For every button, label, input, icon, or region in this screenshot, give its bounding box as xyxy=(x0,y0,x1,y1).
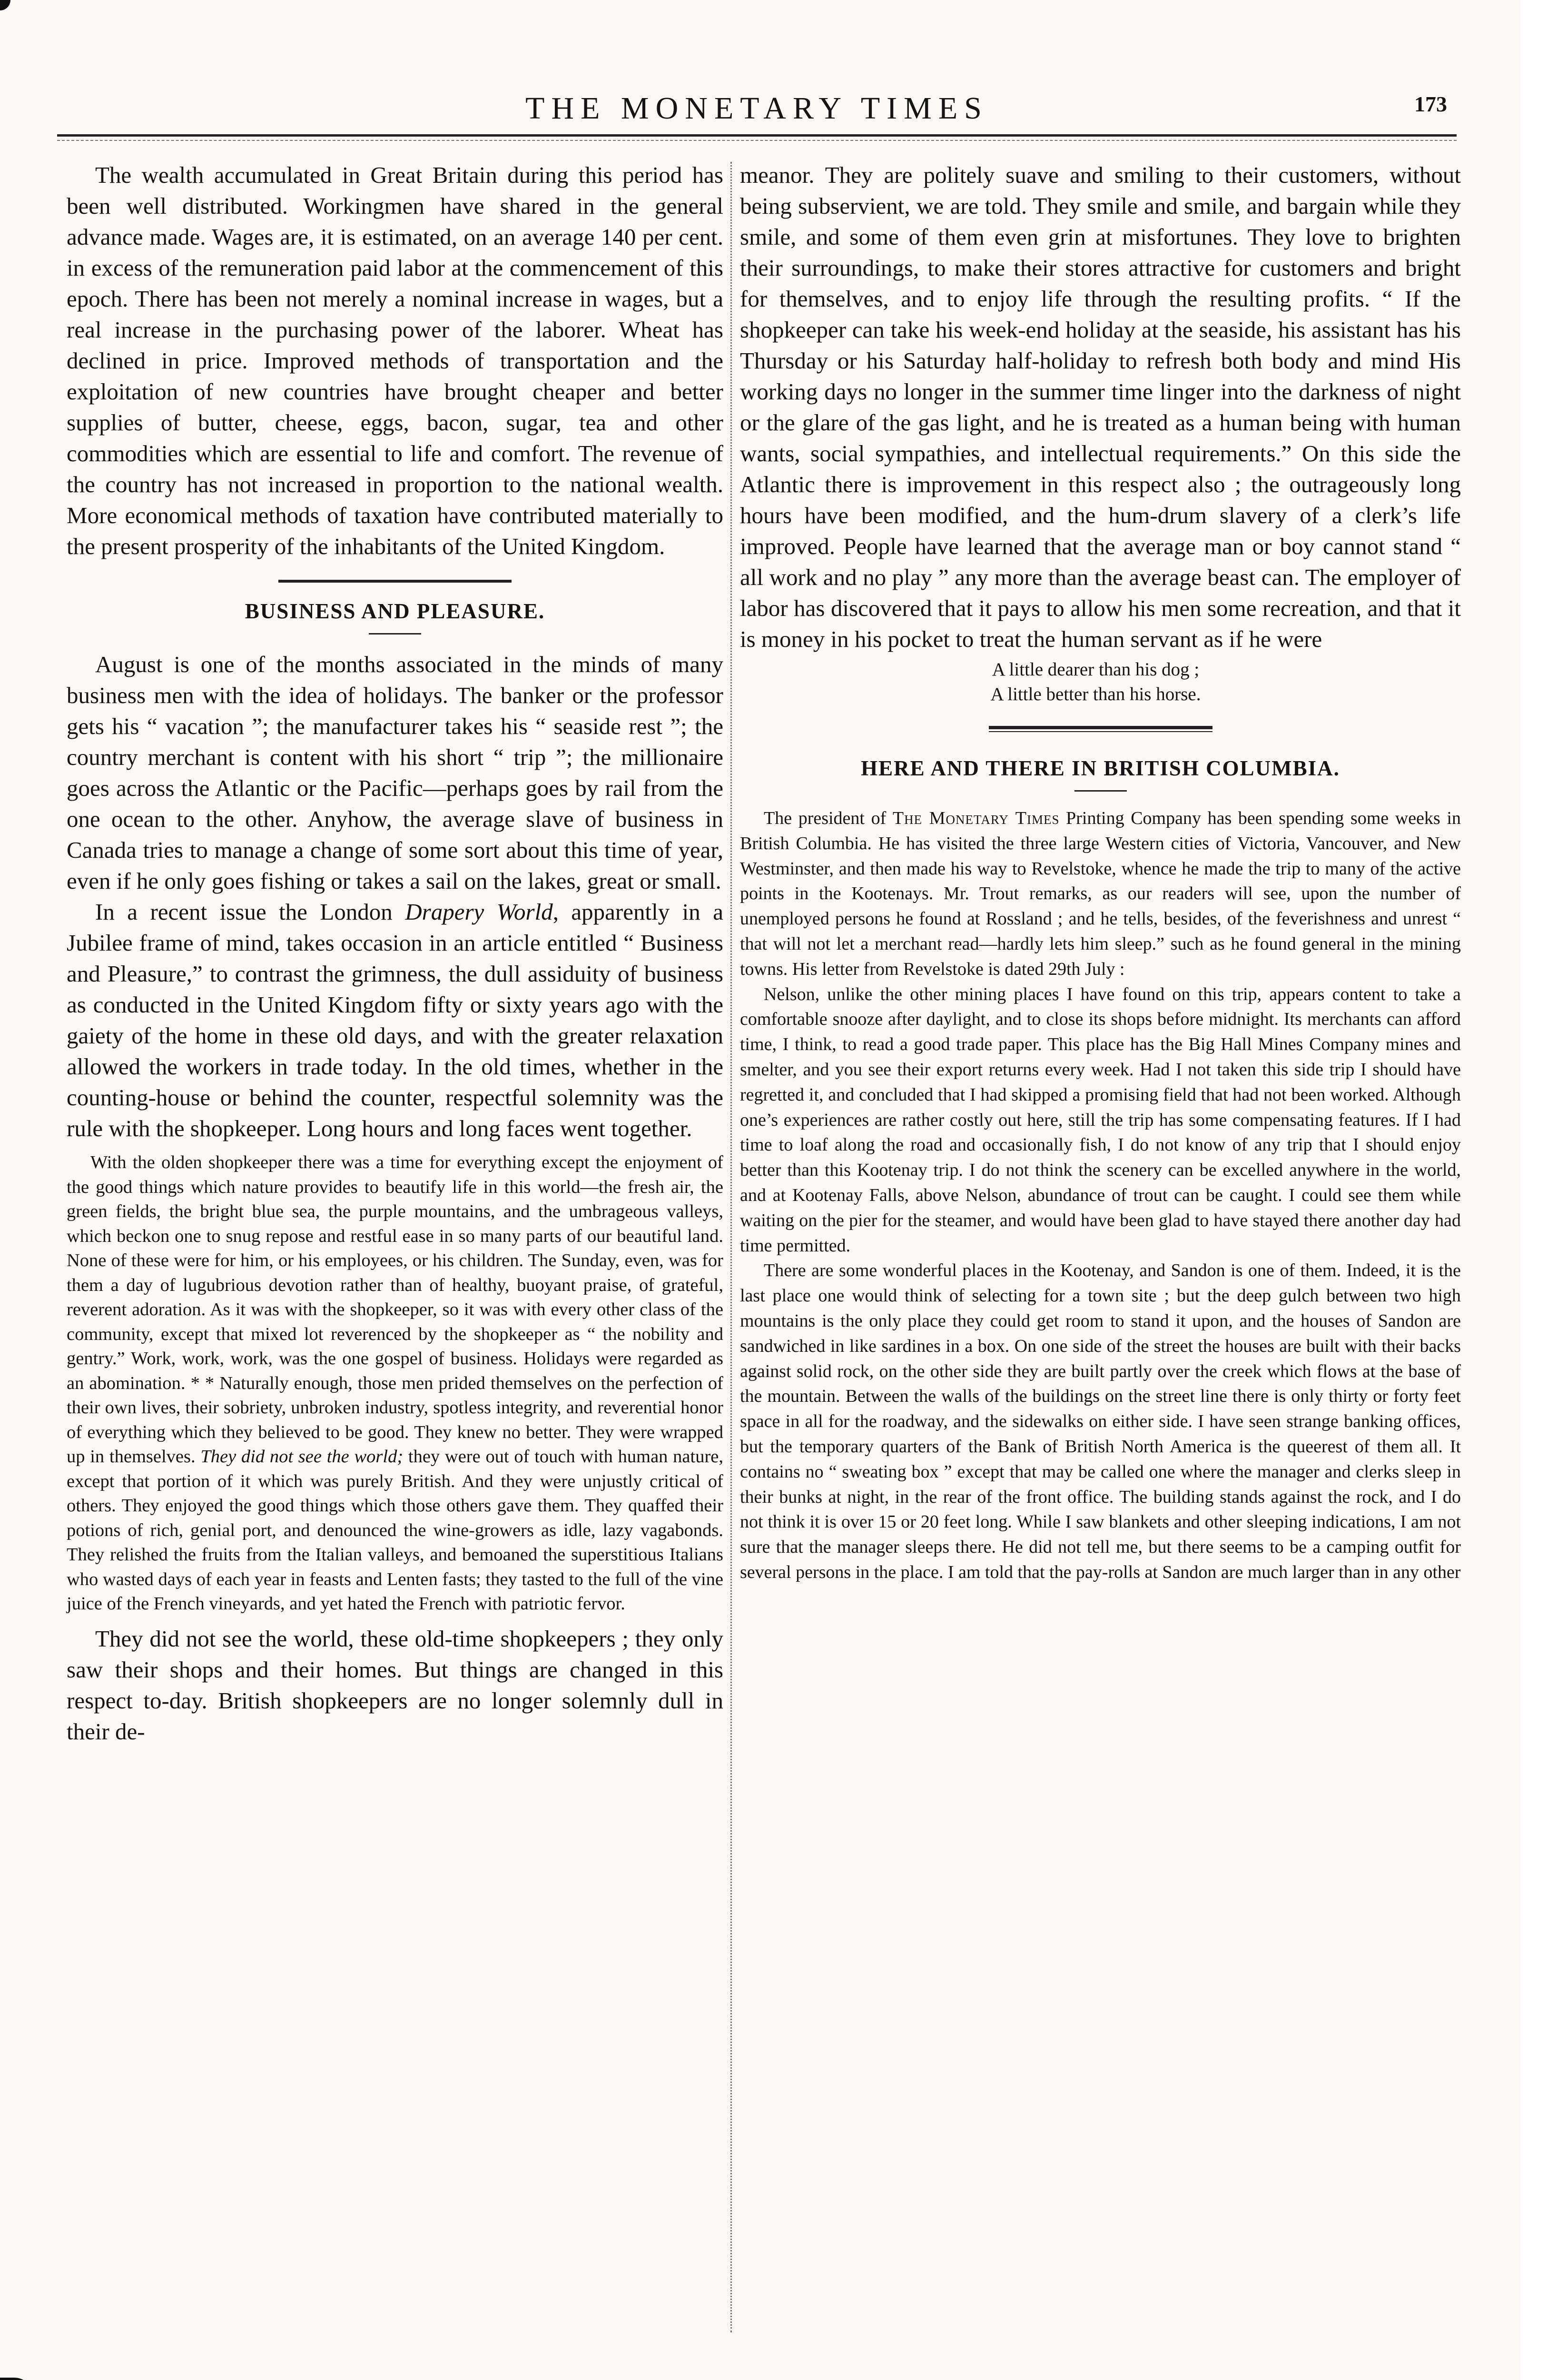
poem-line: A little dearer than his dog ; xyxy=(992,659,1200,680)
text-run: Printing Company has been spending some weeks in British Columbia. He has visited the three large Western cities of Victoria, Vancouver, and New Westminster, and then made his way to Revelstoke, whence he made the trip to many of the active points in the Kootenays. Mr. Trout remarks, as our readers will see, upon the number of unemployed persons he found at Rossland ; and he tells, besides, of the feverishness and unrest “ that will not let a merchant read—hardly lets him sleep.” such as he found general in the mining towns. His letter from Revelstoke is dated 29th July : xyxy=(740,808,1461,979)
publication-name: The Monetary Times xyxy=(892,808,1060,828)
poem-quote xyxy=(740,657,1461,707)
page-number: 173 xyxy=(1414,92,1447,116)
section-title-british-columbia: HERE AND THERE IN BRITISH COLUMBIA. xyxy=(861,756,1340,780)
italic-phrase: They did not see the world; xyxy=(200,1447,404,1467)
paragraph-drapery-world xyxy=(67,896,723,1144)
short-rule xyxy=(369,633,421,635)
paragraph-president xyxy=(740,806,1461,982)
header-rule-dashed xyxy=(57,140,1457,141)
paragraph-wealth: The wealth accumulated in Great Britain during this period has been well distributed. Workingmen have shared in the general advance made. Wages are, it is estimated, on an average 140 per cent. in excess of the remuneration paid labor at the commencement of this epoch. There has been not merely a nominal increase in wages, but a real increase in the purchasing power of the laborer. Wheat has declined in price. Improved methods of transportation and the exploitation of new countries have brought cheaper and better supplies of butter, cheese, eggs, bacon, sugar, tea and other commodities which are essential to life and comfort. The revenue of the country has not increased in proportion to the national wealth. More economical methods of taxation have contributed materially to the present prosperity of the inhabitants of the United Kingdom. xyxy=(67,162,723,559)
left-column xyxy=(67,159,723,1747)
masthead: THE MONETARY TIMES xyxy=(525,91,988,126)
paragraph-old-time-shopkeepers: They did not see the world, these old-time shopkeepers ; they only saw their shops and their homes. But things are changed in this respect to-day. British shopkeepers are no longer solemnly dull in their de- xyxy=(67,1625,723,1745)
text-run: With the olden shopkeeper there was a time for everything except the enjoyment of the good things which nature provides to beautify life in this world—the fresh air, the green fields, the bright blue sea, the purple mountains, and the umbrageous valleys, which beckon one to snug repose and restful ease in so many parts of our beautiful land. None of these were for him, or his employees, or his children. The Sunday, even, was for them a day of lugubrious devotion rather than of healthy, buoyant praise, of grateful, reverent adoration. As it was with the shopkeeper, so it was with every other class of the community, except that mixed lot reverenced by the shopkeeper as “ the nobility and gentry.” Work, work, work, was the one gospel of business. Holidays were regarded as an abomination. * * Naturally enough, those men prided themselves on the perfection of their own lives, their sobriety, unbroken industry, spotless integrity, and reverential honor of everything which they believed to be good. They knew no better. They were wrapped up in themselves. xyxy=(67,1152,723,1467)
text-run: The president of xyxy=(764,808,893,828)
right-column xyxy=(740,159,1461,1585)
page-edge xyxy=(1520,0,1547,2380)
section-rule-thick xyxy=(989,726,1212,729)
scan-corner-mark xyxy=(0,2378,33,2380)
paragraph-sandon: There are some wonderful places in the Kootenay, and Sandon is one of them. Indeed, it is the last place one would think of selecting for a town site ; but the deep gulch between two high mountains is the only place they could get room to stand it upon, and the houses of Sandon are sandwiched in like sardines in a box. On one side of the street the houses are built with their backs against solid rock, on the other side they are built partly over the creek which flows at the base of the mountain. Between the walls of the buildings on the street line there is only thirty or forty feet space in all for the roadway, and the sidewalks on either side. I have seen strange banking offices, but the temporary quarters of the Bank of British North America is the queerest of them all. It contains no “ sweating box ” except that may be called one where the manager and clerks sleep in their bunks at night, in the rear of the front office. The building stands against the rock, and I do not think it is over 15 or 20 feet long. While I saw blankets and other sleeping indications, I am not sure that the manager sleeps there. He did not tell me, but there seems to be a camping outfit for several persons in the place. I am told that the pay-rolls at Sandon are much larger than in any other xyxy=(740,1260,1461,1582)
short-rule xyxy=(1074,790,1127,792)
section-rule-thin xyxy=(989,731,1212,732)
column-divider xyxy=(730,162,732,2332)
section-title-business-pleasure: BUSINESS AND PLEASURE. xyxy=(245,599,545,623)
text-run: In a recent issue the London xyxy=(95,899,405,925)
quoted-passage-olden-shopkeeper xyxy=(67,1150,723,1616)
section-rule xyxy=(278,580,512,583)
poem-line: A little better than his horse. xyxy=(990,684,1201,704)
text-run: , apparently in a Jubilee frame of mind, takes occasion in an article entitled “ Business and Pleasure,” to contrast the grimness, the dull assiduity of business as conducted in the United Kingdom fifty or sixty years ago with the gaiety of the home in these old days, and with the greater relaxation allowed the workers in trade today. In the old times, whether in the counting-house or behind the counter, respectful solemnity was the rule with the shopkeeper. Long hours and long faces went together. xyxy=(67,899,723,1141)
publication-name: Drapery World xyxy=(405,899,553,925)
paragraph-august: August is one of the months associated in the minds of many business men with the idea of holidays. The banker or the professor gets his “ vacation ”; the manufacturer takes his “ seaside rest ”; the country merchant is content with his short “ trip ”; the millionaire goes across the Atlantic or the Pacific—perhaps goes by rail from the one ocean to the other. Anyhow, the average slave of business in Canada tries to manage a change of some sort about this time of year, even if he only goes fishing or takes a sail on the lakes, great or small. xyxy=(67,651,723,894)
scan-corner-mark xyxy=(0,0,10,10)
paragraph-nelson: Nelson, unlike the other mining places I have found on this trip, appears content to take a comfortable snooze after daylight, and to close its shops before midnight. Its merchants can afford time, I think, to read a good trade paper. This place has the Big Hall Mines Company mines and smelter, and you see their export returns every week. Had I not taken this side trip I should have regretted it, and concluded that I had skipped a promising field that had not been worked. Although one’s experiences are rather costly out here, still the trip has some compensating features. If I had time to loaf along the road and occasionally fish, I do not know of any trip that I should enjoy better than this Kootenay trip. I do not think the scenery can be excelled anywhere in the world, and at Kootenay Falls, above Nelson, abundance of trout can be caught. I could see them while waiting on the pier for the steamer, and would have been glad to have stayed there another day had time permitted. xyxy=(740,984,1461,1256)
paragraph-demeanor: meanor. They are politely suave and smiling to their customers, without being subservient, we are told. They smile and smile, and bargain while they smile, and some of them even grin at misfortunes. They love to brighten their surroundings, to make their stores attractive for customers and bright for themselves, and to enjoy life through the resulting profits. “ If the shopkeeper can take his week-end holiday at the seaside, his assistant has his Thursday or his Saturday half-holiday to refresh both body and mind His working days no longer in the summer time linger into the darkness of night or the glare of the gas light, and he is treated as a human being with human wants, social sympathies, and intellectual requirements.” On this side the Atlantic there is improvement in this respect also ; the outrageously long hours have been modified, and the hum-drum slavery of a clerk’s life improved. People have learned that the average man or boy cannot stand “ all work and no play ” any more than the average beast can. The employer of labor has discovered that it pays to allow his men some recreation, and that it is money in his pocket to treat the human servant as if he were xyxy=(740,162,1461,652)
header-rule xyxy=(57,134,1457,137)
page-header xyxy=(57,90,1457,148)
text-run: they were out of touch with human nature, except that portion of it which was purely British. And they were unjustly critical of others. They enjoyed the good things which those others gave them. They quaffed their potions of rich, genial port, and denounced the wine-growers as idle, lazy vagabonds. They relished the fruits from the Italian valleys, and bemoaned the superstitious Italians who wasted days of each year in feasts and Lenten fasts; they tasted to the full of the vine juice of the French vineyards, and yet hated the French with patriotic fervor. xyxy=(67,1447,723,1614)
